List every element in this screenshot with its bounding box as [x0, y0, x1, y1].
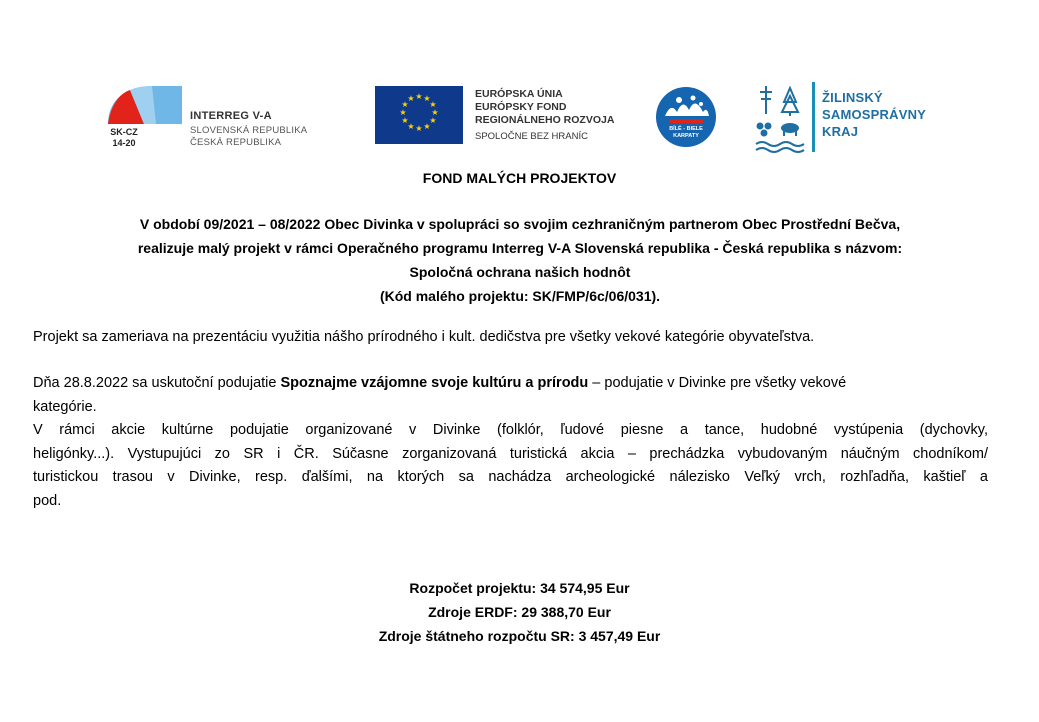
interreg-title: INTERREG V-A: [190, 110, 272, 122]
details-line-3: turistickou trasou v Divinke, resp. ďalšími, na ktorých sa nachádza archeologické nálezisko Veľký vrch, rozhľadňa, kaštieľ a: [33, 469, 988, 485]
budget-erdf: Zdroje ERDF: 29 388,70 Eur: [428, 604, 611, 620]
svg-text:★: ★: [423, 122, 431, 131]
intro-line-4: (Kód malého projektu: SK/FMP/6c/06/031).: [379, 288, 661, 304]
zilinsky-kraj-logo: [752, 82, 927, 154]
svg-text:★: ★: [431, 108, 439, 117]
document-title: FOND MALÝCH PROJEKTOV: [422, 170, 617, 186]
details-line-1: V rámci akcie kultúrne podujatie organizované v Divinke (folklór, ľudové piesne a tance, hudobné vystúpenia (dychovky,: [33, 422, 988, 438]
interreg-country-cz: ČESKÁ REPUBLIKA: [190, 137, 282, 148]
budget-total: Rozpočet projektu: 34 574,95 Eur: [409, 580, 630, 596]
eu-line-2: EURÓPSKY FOND: [475, 101, 567, 113]
svg-text:★: ★: [407, 94, 415, 103]
eu-line-1: EURÓPSKA ÚNIA: [475, 88, 563, 100]
eu-flag-icon: [375, 86, 463, 144]
svg-text:★: ★: [401, 100, 409, 109]
interreg-country-sk: SLOVENSKÁ REPUBLIKA: [190, 125, 308, 136]
karpaty-line-1: BÍLÉ - BIELE: [669, 126, 703, 132]
details-line-4: pod.: [33, 492, 62, 509]
intro-line-1: V období 09/2021 – 08/2022 Obec Divinka v spolupráci so svojim cezhraničným partnerom Obec Prostřední Bečva,: [139, 216, 901, 232]
zsk-line-2: SAMOSPRÁVNY: [822, 107, 927, 122]
svg-text:★: ★: [401, 116, 409, 125]
intro-block: [40, 212, 1000, 308]
svg-text:★: ★: [429, 100, 437, 109]
interreg-code-bottom: 14-20: [112, 138, 136, 148]
zsk-line-3: KRAJ: [822, 124, 859, 139]
karpaty-line-2: KARPATY: [673, 133, 699, 139]
interreg-code-top: SK-CZ: [110, 127, 138, 137]
zsk-divider: [812, 82, 815, 152]
karpaty-logo: [655, 86, 717, 148]
svg-text:★: ★: [399, 108, 407, 117]
zsk-coat-of-arms-icon: [752, 82, 810, 154]
details-line-2: heligónky...). Vystupujúci zo SR i ČR. Súčasne zorganizovaná turistická akcia – prechádzka vybudovaným náučným chodníkom/: [33, 445, 988, 462]
interreg-logo: [104, 82, 339, 148]
svg-text:★: ★: [415, 124, 423, 133]
zsk-line-1: ŽILINSKÝ: [822, 90, 883, 105]
svg-text:★: ★: [429, 116, 437, 125]
eu-line-3: REGIONÁLNEHO ROZVOJA: [475, 114, 615, 126]
intro-line-3: Spoločná ochrana našich hodnôt: [409, 264, 631, 280]
eu-logo: [375, 86, 635, 148]
intro-line-2: realizuje malý projekt v rámci Operačného programu Interreg V-A Slovenská republika - Česká republika s názvom:: [137, 240, 903, 256]
paragraph-event-details: [33, 419, 988, 513]
paragraph-event: [33, 372, 988, 419]
eu-slogan: SPOLOČNE BEZ HRANÍC: [475, 131, 588, 142]
budget-block: [0, 576, 1039, 648]
event-line-2: kategórie.: [33, 398, 97, 415]
svg-text:★: ★: [407, 122, 415, 131]
event-intro-text: Dňa 28.8.2022 sa uskutoční podujatie: [33, 375, 281, 391]
paragraph-project-focus: Projekt sa zameriava na prezentáciu využitia nášho prírodného i kult. dedičstva pre všetky vekové kategórie obyvateľstva.: [33, 329, 815, 345]
svg-text:★: ★: [423, 94, 431, 103]
event-name: Spoznajme vzájomne svoje kultúru a prírodu: [280, 375, 589, 391]
event-tail-text: – podujatie v Divinke pre všetky vekové: [588, 375, 847, 391]
budget-state: Zdroje štátneho rozpočtu SR: 3 457,49 Eur: [378, 628, 661, 644]
logo-bar: [0, 78, 1039, 158]
event-line-1: [33, 372, 988, 396]
svg-text:★: ★: [415, 92, 423, 101]
